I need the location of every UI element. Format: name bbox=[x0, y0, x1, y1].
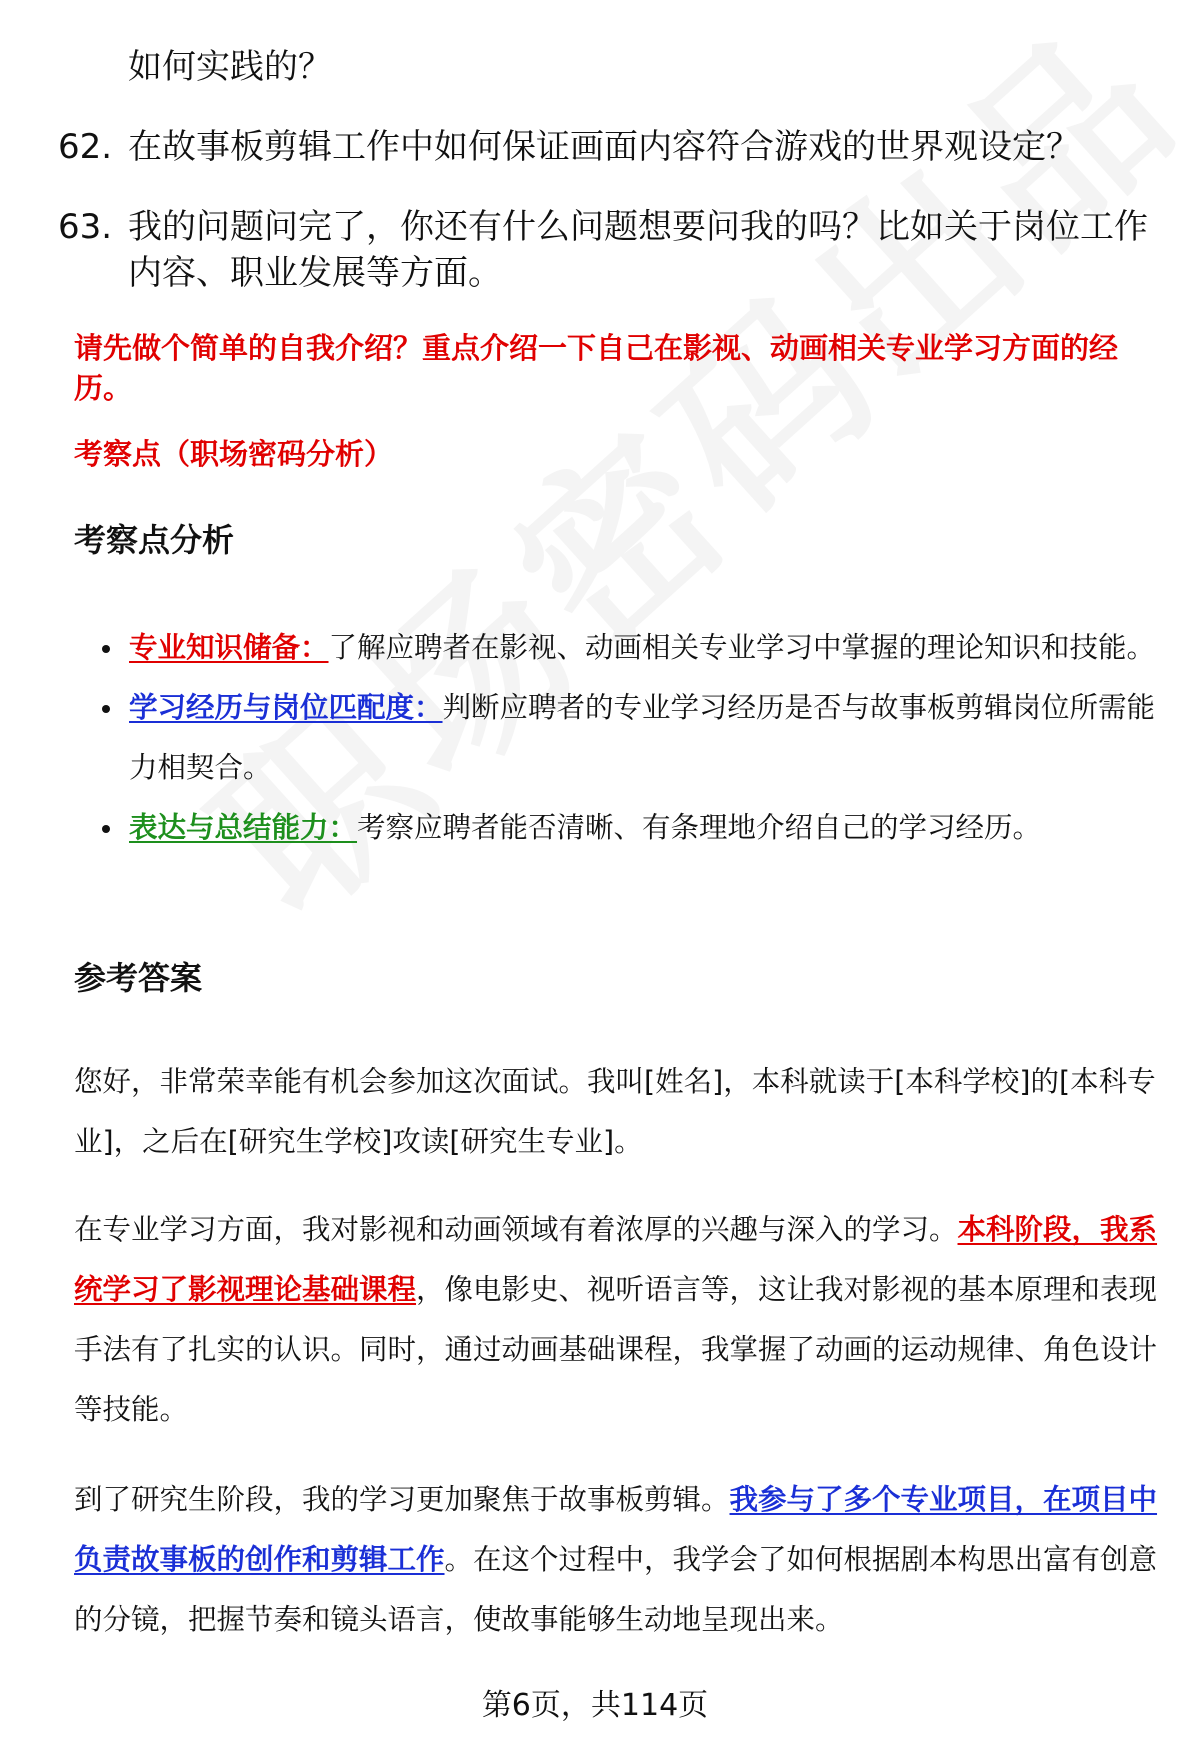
bullet-dot bbox=[102, 705, 110, 713]
question-text: 在故事板剪辑工作中如何保证画面内容符合游戏的世界观设定？ bbox=[128, 127, 1080, 167]
analysis-bullet-list bbox=[74, 618, 1159, 858]
highlight-text: 本科阶段，我系统学习了影视理论基础课程 bbox=[74, 1213, 1158, 1306]
bullet-text: 考察应聘者能否清晰、有条理地介绍自己的学习经历。 bbox=[357, 811, 1042, 844]
question-text: 我的问题问完了，你还有什么问题想要问我的吗？比如关于岗位工作内容、职业发展等方面。 bbox=[128, 207, 1148, 293]
bullet-dot bbox=[102, 645, 110, 653]
list-item bbox=[74, 678, 1159, 798]
section-title: 请先做个简单的自我介绍？重点介绍一下自己在影视、动画相关专业学习方面的经历。 bbox=[74, 331, 1119, 405]
question-number: 62. bbox=[58, 127, 113, 167]
paragraph-text: 。在这个过程中，我学会了如何根据剧本构思出富有创意的分镜，把握节奏和镜头语言，使故事能够生动地呈现出来。 bbox=[74, 1543, 1158, 1636]
analysis-heading: 考察点分析 bbox=[74, 521, 235, 559]
question-item-63 bbox=[58, 204, 1158, 296]
paragraph-text: 到了研究生阶段，我的学习更加聚焦于故事板剪辑。 bbox=[74, 1483, 730, 1516]
question-number: 63. bbox=[58, 207, 113, 247]
bullet-keyword: 专业知识储备： bbox=[129, 631, 329, 664]
bullet-dot bbox=[102, 825, 110, 833]
question-list bbox=[58, 44, 1158, 330]
bullet-keyword: 学习经历与岗位匹配度： bbox=[129, 691, 443, 724]
list-item bbox=[74, 798, 1159, 858]
paragraph-text: 您好，非常荣幸能有机会参加这次面试。我叫[姓名]，本科就读于[本科学校]的[本科专业]，之后在[研究生学校]攻读[研究生专业]。 bbox=[74, 1065, 1156, 1158]
answer-paragraph-3 bbox=[74, 1470, 1159, 1650]
answer-heading: 参考答案 bbox=[74, 959, 203, 997]
question-continuation bbox=[58, 44, 1158, 90]
answer-paragraph-1 bbox=[74, 1052, 1159, 1172]
bullet-text: 判断应聘者的专业学习经历是否与故事板剪辑岗位所需能力相契合。 bbox=[129, 691, 1156, 784]
bullet-keyword: 表达与总结能力： bbox=[129, 811, 358, 844]
bullet-text: 了解应聘者在影视、动画相关专业学习中掌握的理论知识和技能。 bbox=[328, 631, 1156, 664]
page-number-footer: 第6页，共114页 bbox=[481, 1688, 709, 1723]
question-text: 如何实践的？ bbox=[128, 47, 332, 87]
section-subtitle: 考察点（职场密码分析） bbox=[74, 437, 394, 471]
paragraph-text: 在专业学习方面，我对影视和动画领域有着浓厚的兴趣与深入的学习。 bbox=[74, 1213, 958, 1246]
highlight-text: 我参与了多个专业项目，在项目中负责故事板的创作和剪辑工作 bbox=[74, 1483, 1158, 1576]
question-item-62 bbox=[58, 124, 1158, 170]
answer-paragraph-2 bbox=[74, 1200, 1159, 1440]
list-item bbox=[74, 618, 1159, 678]
paragraph-text: ，像电影史、视听语言等，这让我对影视的基本原理和表现手法有了扎实的认识。同时，通过动画基础课程，我掌握了动画的运动规律、角色设计等技能。 bbox=[74, 1273, 1158, 1426]
